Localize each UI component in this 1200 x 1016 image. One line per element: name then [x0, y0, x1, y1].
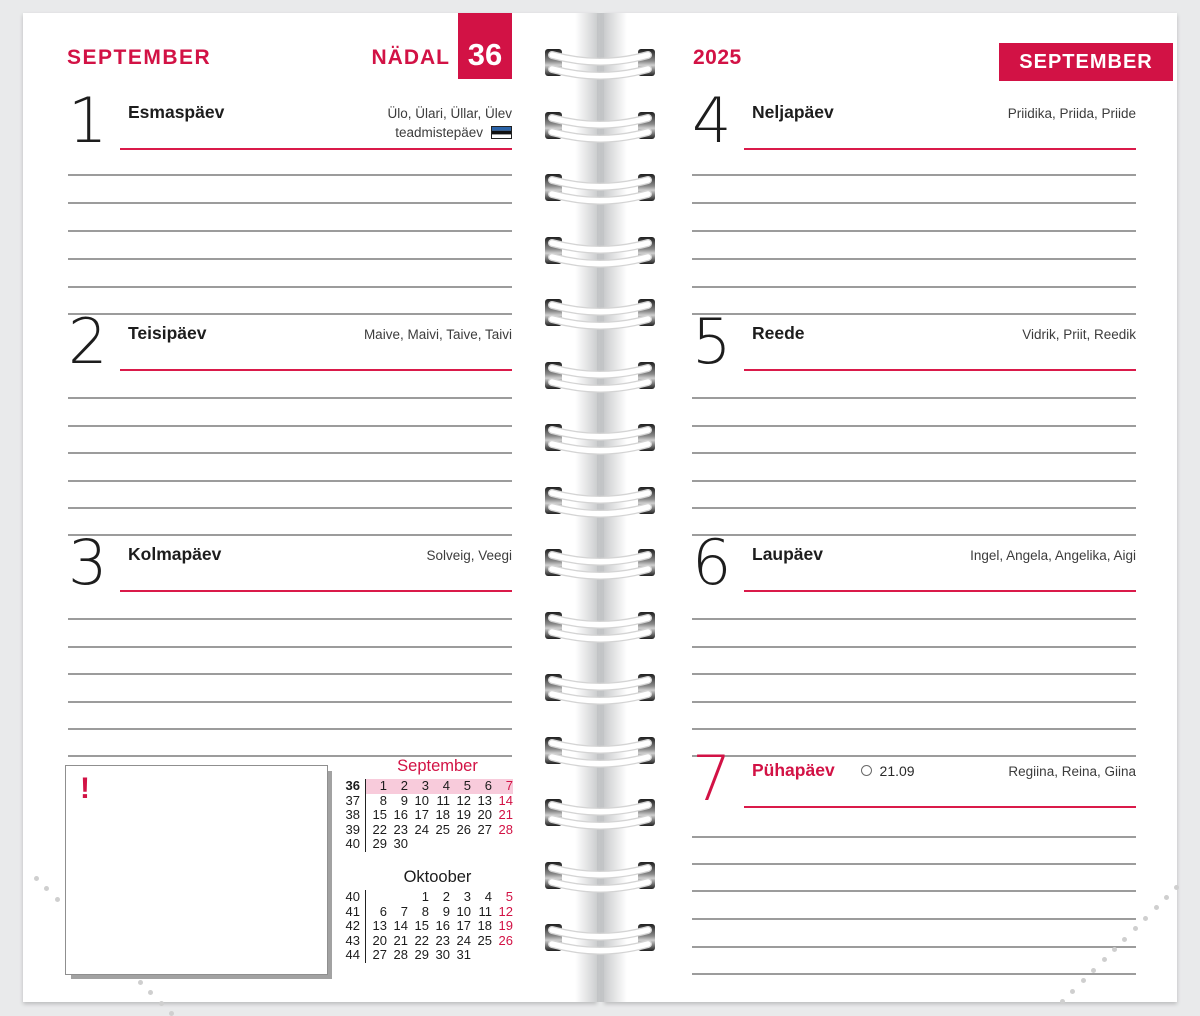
decorative-dot [1174, 885, 1179, 890]
mini-calendar-day-cell: 30 [435, 947, 450, 962]
mini-calendar-day-cell: 18 [435, 807, 450, 822]
mini-calendar-day-cell: 13 [477, 792, 492, 808]
ruled-line [68, 673, 512, 675]
day-number: 6 [692, 526, 732, 599]
day-entry-4 [692, 84, 1136, 157]
mini-calendar-day-cell: 23 [393, 821, 408, 837]
ruled-line [692, 863, 1136, 865]
day-header [744, 750, 1136, 808]
week-number: 40 [336, 890, 366, 905]
mini-calendar-day-cell: 16 [393, 807, 408, 822]
ruled-line [68, 480, 512, 482]
mini-calendar-week-row [336, 794, 517, 809]
decorative-dot [138, 980, 143, 985]
ruled-line [68, 452, 512, 454]
mini-calendar-day-cell: 29 [414, 947, 429, 962]
day-number: 7 [692, 742, 732, 815]
mini-calendar-day-cell: 26 [498, 932, 513, 948]
mini-calendar-day-cell [471, 948, 492, 963]
right-month-badge: SEPTEMBER [999, 43, 1173, 81]
spiral-loop [545, 542, 655, 582]
week-number-badge: 36 [458, 13, 512, 79]
ruled-line [692, 480, 1136, 482]
mini-calendar-day-cell: 7 [492, 779, 513, 794]
mini-calendar-day-cell: 5 [505, 889, 513, 904]
mini-calendar-day-cell [408, 837, 429, 852]
spiral-loop [545, 917, 655, 957]
mini-calendar-day-cell: 31 [456, 947, 471, 962]
mini-calendar-day-cell: 27 [477, 821, 492, 837]
week-label: NÄDAL [371, 46, 450, 69]
week-number: 40 [336, 837, 366, 852]
ruled-line [68, 728, 512, 730]
decorative-dot [1133, 926, 1138, 931]
decorative-dot [55, 897, 60, 902]
mini-calendar-day-cell: 4 [484, 889, 492, 904]
mini-calendar-day-cell: 15 [414, 918, 429, 933]
ruled-line [692, 890, 1136, 892]
ruled-line [68, 258, 512, 260]
ruled-line [692, 673, 1136, 675]
namedays: Vidrik, Priit, Reedik [1022, 327, 1136, 342]
day-entry-2 [68, 305, 512, 378]
mini-calendar-day-cell: 21 [498, 807, 513, 822]
mini-calendar-september [336, 757, 517, 852]
namedays: Maive, Maivi, Taive, Taivi [363, 327, 512, 342]
spiral-loop [545, 355, 655, 395]
mini-calendar-day-cell [492, 948, 513, 963]
day-name: Teisipäev [128, 323, 207, 343]
decorative-dot [169, 1011, 174, 1016]
mini-calendar-day-cell [387, 890, 408, 905]
ruled-line [692, 174, 1136, 176]
ruled-line [692, 507, 1136, 509]
day-name: Neljapäev [752, 102, 834, 122]
spiral-loop [545, 855, 655, 895]
mini-calendar-week-row [336, 808, 517, 823]
mini-calendar-day-cell: 22 [414, 932, 429, 948]
decorative-dot [1060, 999, 1065, 1004]
spiral-loop [545, 292, 655, 332]
ruled-line [68, 701, 512, 703]
ruled-line [692, 973, 1136, 975]
namedays: Priidika, Priida, Priide [1007, 106, 1136, 121]
mini-calendar-day-cell: 2 [442, 889, 450, 904]
year-title: 2025 [693, 46, 742, 69]
day-header [744, 313, 1136, 371]
mini-calendar-day-cell: 28 [498, 821, 513, 837]
mini-calendar-day-cell: 18 [477, 918, 492, 933]
mini-calendar-day-cell: 28 [393, 947, 408, 962]
ruled-line [692, 452, 1136, 454]
day-number: 2 [68, 305, 108, 378]
day-entry-1 [68, 84, 512, 157]
spiral-loop [545, 792, 655, 832]
namedays: Ingel, Angela, Angelika, Aigi [970, 548, 1136, 563]
mini-calendar-day-cell: 9 [442, 903, 450, 919]
week-number: 38 [336, 808, 366, 823]
holiday-note: teadmistepäev [395, 125, 483, 140]
exclamation-mark: ! [80, 772, 90, 805]
week-number: 44 [336, 948, 366, 963]
spiral-loop [545, 230, 655, 270]
mini-calendar-day-cell: 27 [372, 947, 387, 962]
day-number: 1 [68, 84, 108, 157]
moon-date: 21.09 [879, 762, 915, 779]
ruled-line [692, 618, 1136, 620]
ruled-line [692, 918, 1136, 920]
mini-calendar-week-row [336, 948, 517, 963]
day-name: Esmaspäev [128, 102, 225, 122]
ruled-line [68, 174, 512, 176]
mini-calendar-day-cell [492, 837, 513, 852]
ruled-line [68, 286, 512, 288]
mini-calendar-day-cell: 29 [372, 836, 387, 851]
day-number: 5 [692, 305, 732, 378]
mini-calendar-day-cell: 17 [456, 918, 471, 933]
mini-calendar-day-cell: 10 [414, 792, 429, 808]
mini-calendar-week-row [336, 905, 517, 920]
ruled-line [692, 946, 1136, 948]
day-entry-6 [692, 526, 1136, 599]
mini-calendar-day-cell: 12 [456, 792, 471, 808]
ruled-line [68, 425, 512, 427]
day-header [120, 92, 512, 150]
week-number: 43 [336, 934, 366, 949]
day-entry-7 [692, 742, 1136, 815]
ruled-line [68, 646, 512, 648]
mini-calendar-day-cell: 3 [408, 779, 429, 794]
mini-calendar-day-cell: 24 [456, 932, 471, 948]
mini-calendar-day-cell: 25 [477, 932, 492, 948]
week-number: 36 [336, 779, 366, 794]
ruled-line [692, 258, 1136, 260]
spiral-loop [545, 417, 655, 457]
day-name: Reede [752, 323, 805, 343]
mini-calendar-title: Oktoober [403, 868, 472, 886]
mini-calendar-day-cell [366, 890, 387, 905]
decorative-dot [34, 876, 39, 881]
mini-calendar-day-cell: 13 [372, 918, 387, 933]
day-entry-3 [68, 526, 512, 599]
decorative-dot [1164, 895, 1169, 900]
mini-calendar-day-cell: 4 [429, 779, 450, 794]
mini-calendar-day-cell [429, 837, 450, 852]
week-number: 37 [336, 794, 366, 809]
mini-calendar-day-cell: 8 [379, 792, 387, 808]
mini-calendar-title: September [397, 757, 478, 775]
ruled-line [68, 397, 512, 399]
day-name: Laupäev [752, 544, 823, 564]
mini-calendar-day-cell: 1 [421, 889, 429, 904]
mini-calendar-day-cell: 11 [436, 792, 450, 808]
day-number: 4 [692, 84, 732, 157]
spiral-loop [545, 480, 655, 520]
spiral-loop [545, 730, 655, 770]
mini-calendar-day-cell: 19 [456, 807, 471, 822]
day-number: 3 [68, 526, 108, 599]
mini-calendar-day-cell: 20 [372, 932, 387, 948]
full-moon-icon [861, 765, 872, 776]
mini-calendar-week-row [336, 779, 517, 794]
mini-calendar-day-cell: 3 [463, 889, 471, 904]
mini-calendar-day-cell [450, 837, 471, 852]
ruled-line [692, 646, 1136, 648]
mini-calendar-day-cell: 6 [379, 903, 387, 919]
decorative-dot [1143, 916, 1148, 921]
ruled-line [692, 425, 1136, 427]
ruled-line [68, 230, 512, 232]
mini-calendar-day-cell: 14 [393, 918, 408, 933]
day-header [120, 534, 512, 592]
week-number: 41 [336, 905, 366, 920]
mini-calendar-day-cell: 17 [414, 807, 429, 822]
mini-calendar-day-cell: 8 [421, 903, 429, 919]
ruled-line [692, 286, 1136, 288]
ruled-line [692, 230, 1136, 232]
mini-calendar-day-cell: 9 [400, 792, 408, 808]
decorative-dot [1081, 978, 1086, 983]
day-entry-5 [692, 305, 1136, 378]
mini-calendar-week-row [336, 934, 517, 949]
mini-calendar-day-cell: 12 [498, 903, 513, 919]
ruled-line [68, 507, 512, 509]
mini-calendar-day-cell: 22 [372, 821, 387, 837]
namedays: Solveig, Veegi [426, 548, 512, 563]
mini-calendar-day-cell: 14 [498, 792, 513, 808]
spiral-loop [545, 667, 655, 707]
day-header [120, 313, 512, 371]
ruled-line [692, 397, 1136, 399]
decorative-dot [1112, 947, 1117, 952]
mini-calendar-day-cell: 26 [456, 821, 471, 837]
week-number: 42 [336, 919, 366, 934]
ruled-line [692, 728, 1136, 730]
ruled-line [692, 202, 1136, 204]
notes-box [65, 765, 328, 975]
moon-phase [861, 763, 915, 779]
estonia-flag-icon [491, 126, 512, 139]
day-header [744, 534, 1136, 592]
spiral-loop [545, 42, 655, 82]
mini-calendar-week-row [336, 823, 517, 838]
left-month-title: SEPTEMBER [67, 46, 212, 69]
mini-calendar-day-cell [471, 837, 492, 852]
day-header [744, 92, 1136, 150]
day-name: Kolmapäev [128, 544, 222, 564]
mini-calendar-week-row [336, 919, 517, 934]
mini-calendar-day-cell: 2 [387, 779, 408, 794]
mini-calendar-day-cell: 20 [477, 807, 492, 822]
mini-calendar-october [336, 868, 517, 963]
mini-calendar-day-cell: 25 [435, 821, 450, 837]
mini-calendar-day-cell: 30 [393, 836, 408, 851]
mini-calendar-day-cell: 1 [366, 779, 387, 794]
day-name: Pühapäev [752, 760, 835, 780]
mini-calendar-day-cell: 21 [393, 932, 408, 948]
mini-calendar-week-row [336, 837, 517, 852]
mini-calendar-day-cell: 5 [450, 779, 471, 794]
mini-calendar-day-cell: 15 [372, 807, 387, 822]
ruled-line [692, 836, 1136, 838]
ruled-line [68, 618, 512, 620]
namedays: Regiina, Reina, Giina [1008, 764, 1136, 779]
mini-calendar-day-cell: 16 [435, 918, 450, 933]
spiral-loop [545, 105, 655, 145]
mini-calendar-week-row [336, 890, 517, 905]
decorative-dot [1091, 968, 1096, 973]
ruled-line [68, 202, 512, 204]
decorative-dot [159, 1001, 164, 1006]
mini-calendar-day-cell: 19 [498, 918, 513, 933]
mini-calendar-day-cell: 7 [400, 903, 408, 919]
mini-calendar-day-cell: 23 [435, 932, 450, 948]
spiral-loop [545, 167, 655, 207]
mini-calendar-day-cell: 11 [478, 903, 492, 919]
spiral-loop [545, 605, 655, 645]
mini-calendar-day-cell: 6 [471, 779, 492, 794]
mini-calendar-day-cell: 10 [456, 903, 471, 919]
namedays: Ülo, Ülari, Üllar, Ülev [387, 106, 512, 121]
mini-calendar-day-cell: 24 [414, 821, 429, 837]
ruled-line [692, 701, 1136, 703]
week-number: 39 [336, 823, 366, 838]
